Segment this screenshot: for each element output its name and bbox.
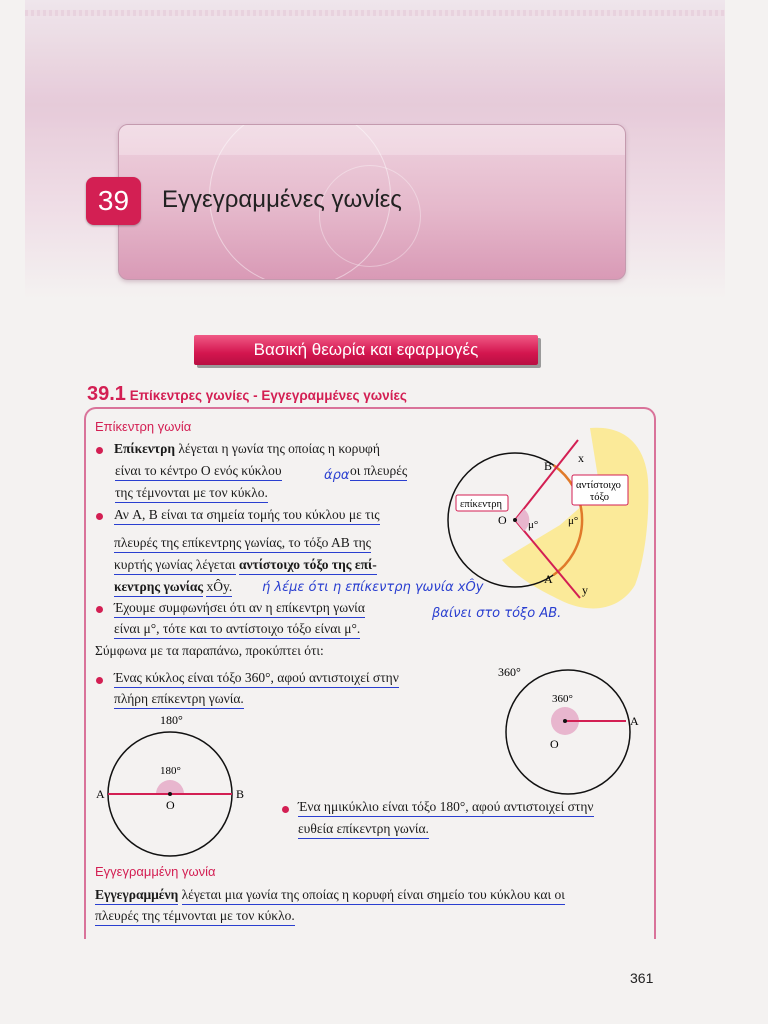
subsection-title [87,383,407,406]
bullet [96,677,103,684]
p3-line2: είναι μ°, τότε και το αντίστοιχο τόξο είναι μ°. [114,622,360,636]
p1-line3: της τέμνονται με τον κύκλο. [115,486,268,500]
label-B: B [544,459,553,473]
label-O: O [498,513,507,527]
central-angle-figure [440,420,650,620]
p2-line2: πλευρές της επίκεντρης γωνίας, το τόξο ΑΒ της [114,536,371,550]
label-A: A [96,787,105,801]
p5-line1: Ένα ημικύκλιο είναι τόξο 180°, αφού αντιστοιχεί στην [298,800,594,814]
p1-line2-text: είναι το κέντρο O ενός κύκλου [115,463,282,481]
label-O: O [550,737,559,751]
label-B: B [236,787,245,801]
label-180-outer: 180° [160,713,183,727]
p4-line1: Ένας κύκλος είναι τόξο 360°, αφού αντιστοιχεί στην [114,671,399,685]
label-central: επίκεντρη [460,499,502,510]
label-arc: μ° [568,515,579,527]
handwriting-note1: ή λέμε ότι η επίκεντρη γωνία xÔy [262,580,484,595]
subsection-number: 39.1 [87,383,126,405]
inscribed-angle-heading: Εγγεγραμμένη γωνία [95,864,216,879]
p2-line4: κεντρης γωνίας xÔy. [114,580,232,594]
handwriting-note2: βαίνει στο τόξο ΑΒ. [432,606,562,621]
subsection-text: Επίκεντρες γωνίες - Εγγεγραμμένες γωνίες [129,388,407,403]
page-number: 361 [630,970,654,986]
bullet [96,606,103,613]
chapter-number: 39 [86,177,141,225]
bullet [282,806,289,813]
label-O: O [166,798,175,812]
label-arc-line1: αντίστοιχο [576,480,621,491]
inscribed-line1: Εγγεγραμμένη λέγεται μια γωνία της οποίας η κορυφή είναι σημείο του κύκλου και οι [95,888,565,902]
semicircle-figure [90,710,260,870]
inscribed-line2: πλευρές της τέμνονται με τον κύκλο. [95,909,295,923]
label-angle: μ° [528,519,539,531]
p5-line2: ευθεία επίκεντρη γωνία. [298,822,429,836]
p2-line1: Αν A, B είναι τα σημεία τομής του κύκλου με τις [114,508,380,522]
label-y: y [582,583,588,597]
label-180-inner: 180° [160,765,181,777]
p4-line2: πλήρη επίκεντρη γωνία. [114,692,244,706]
p3-line1: Έχουμε συμφωνήσει ότι αν η επίκεντρη γωνία [114,601,365,615]
bullet [96,447,103,454]
label-360-inner: 360° [552,693,573,705]
bullet [96,513,103,520]
label-x: x [578,451,584,465]
conclusion-line: Σύμφωνα με τα παραπάνω, προκύπτει ότι: [95,643,324,658]
p2-line3: κυρτής γωνίας λέγεται αντίστοιχο τόξο της επί- [114,558,377,572]
central-angle-heading: Επίκεντρη γωνία [95,419,192,434]
chapter-title: Εγγεγραμμένες γωνίες [162,186,402,213]
p1-line1 [114,442,380,456]
label-arc-line2: τόξο [590,492,610,503]
p1-bold: Επίκεντρη [114,441,175,456]
label-A: A [630,714,639,728]
label-360-outer: 360° [498,665,521,679]
section-banner: Βασική θεωρία και εφαρμογές [194,335,538,365]
p1-line2 [115,464,282,478]
label-A: A [544,572,553,586]
p1-line2-rest: οι πλευρές [350,464,407,478]
handwriting-ara: άρα [324,468,350,483]
p1-line1-rest: λέγεται η γωνία της οποίας η κορυφή [178,441,380,456]
full-circle-figure [490,660,650,800]
